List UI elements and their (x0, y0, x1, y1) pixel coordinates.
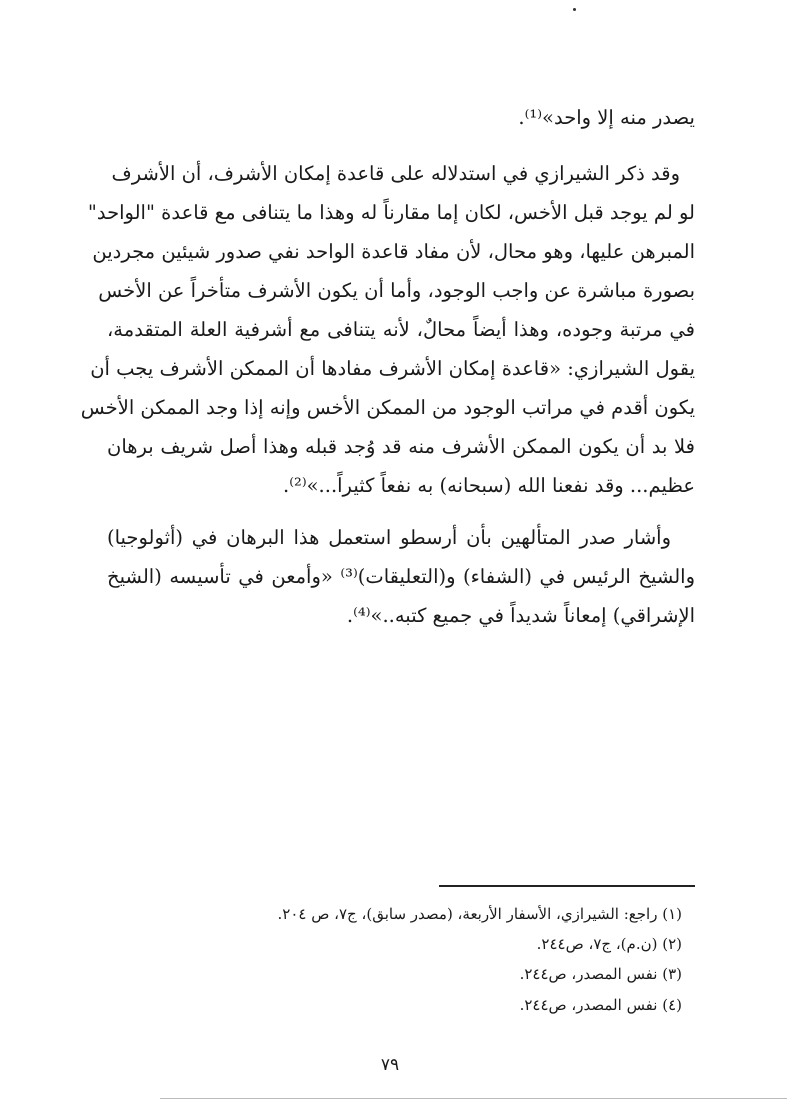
footnote: (١) راجع: الشيرازي، الأسفار الأربعة، (مصدر سابق)، ج٧، ص ٢٠٤. (277, 905, 682, 923)
body-line: يقول الشيرازي: «قاعدة إمكان الأشرف مفادها أن الممكن الأشرف يجب أن (90, 357, 695, 380)
body-line: بصورة مباشرة عن واجب الوجود، وأما أن يكون الأشرف متأخراً عن الأخس (98, 279, 695, 302)
footnote: (٣) نفس المصدر، ص٢٤٤. (519, 965, 682, 983)
footnote-separator (439, 885, 695, 887)
body-line: عظيم... وقد نفعنا الله (سبحانه) به نفعاً كثيراً...»⁽²⁾. (283, 474, 695, 497)
body-line: يصدر منه إلا واحد»⁽¹⁾. (518, 106, 695, 129)
body-line: الإشراقي) إمعاناً شديداً في جميع كتبه..»⁽⁴⁾. (346, 604, 695, 627)
body-line: في مرتبة وجوده، وهذا أيضاً محالٌ، لأنه يتنافى مع أشرفية العلة المتقدمة، (107, 318, 695, 341)
page-edge-line (160, 1098, 787, 1099)
body-line: يكون أقدم في مراتب الوجود من الممكن الأخس وإنه إذا وجد الممكن الأخس (80, 396, 695, 419)
body-line: فلا بد أن يكون الممكن الأشرف منه قد وُجد قبله وهذا أصل شريف برهان (107, 435, 695, 458)
footnote: (٢) (ن.م)، ج٧، ص٢٤٤. (536, 935, 682, 953)
scan-dot (573, 8, 576, 11)
page-number: ٧٩ (380, 1055, 400, 1075)
body-line: وقد ذكر الشيرازي في استدلاله على قاعدة إمكان الأشرف، أن الأشرف (111, 162, 680, 185)
body-line: وأشار صدر المتألهين بأن أرسطو استعمل هذا البرهان في (أثولوجيا) (107, 526, 671, 549)
body-line: والشيخ الرئيس في (الشفاء) و(التعليقات)⁽³⁾ «وأمعن في تأسيسه (الشيخ (107, 565, 695, 588)
footnote: (٤) نفس المصدر، ص٢٤٤. (519, 996, 682, 1014)
body-line: المبرهن عليها، وهو محال، لأن مفاد قاعدة الواحد نفي صدور شيئين مجردين (92, 240, 695, 263)
body-line: لو لم يوجد قبل الأخس، لكان إما مقارناً له وهذا ما يتنافى مع قاعدة "الواحد" (87, 201, 695, 224)
